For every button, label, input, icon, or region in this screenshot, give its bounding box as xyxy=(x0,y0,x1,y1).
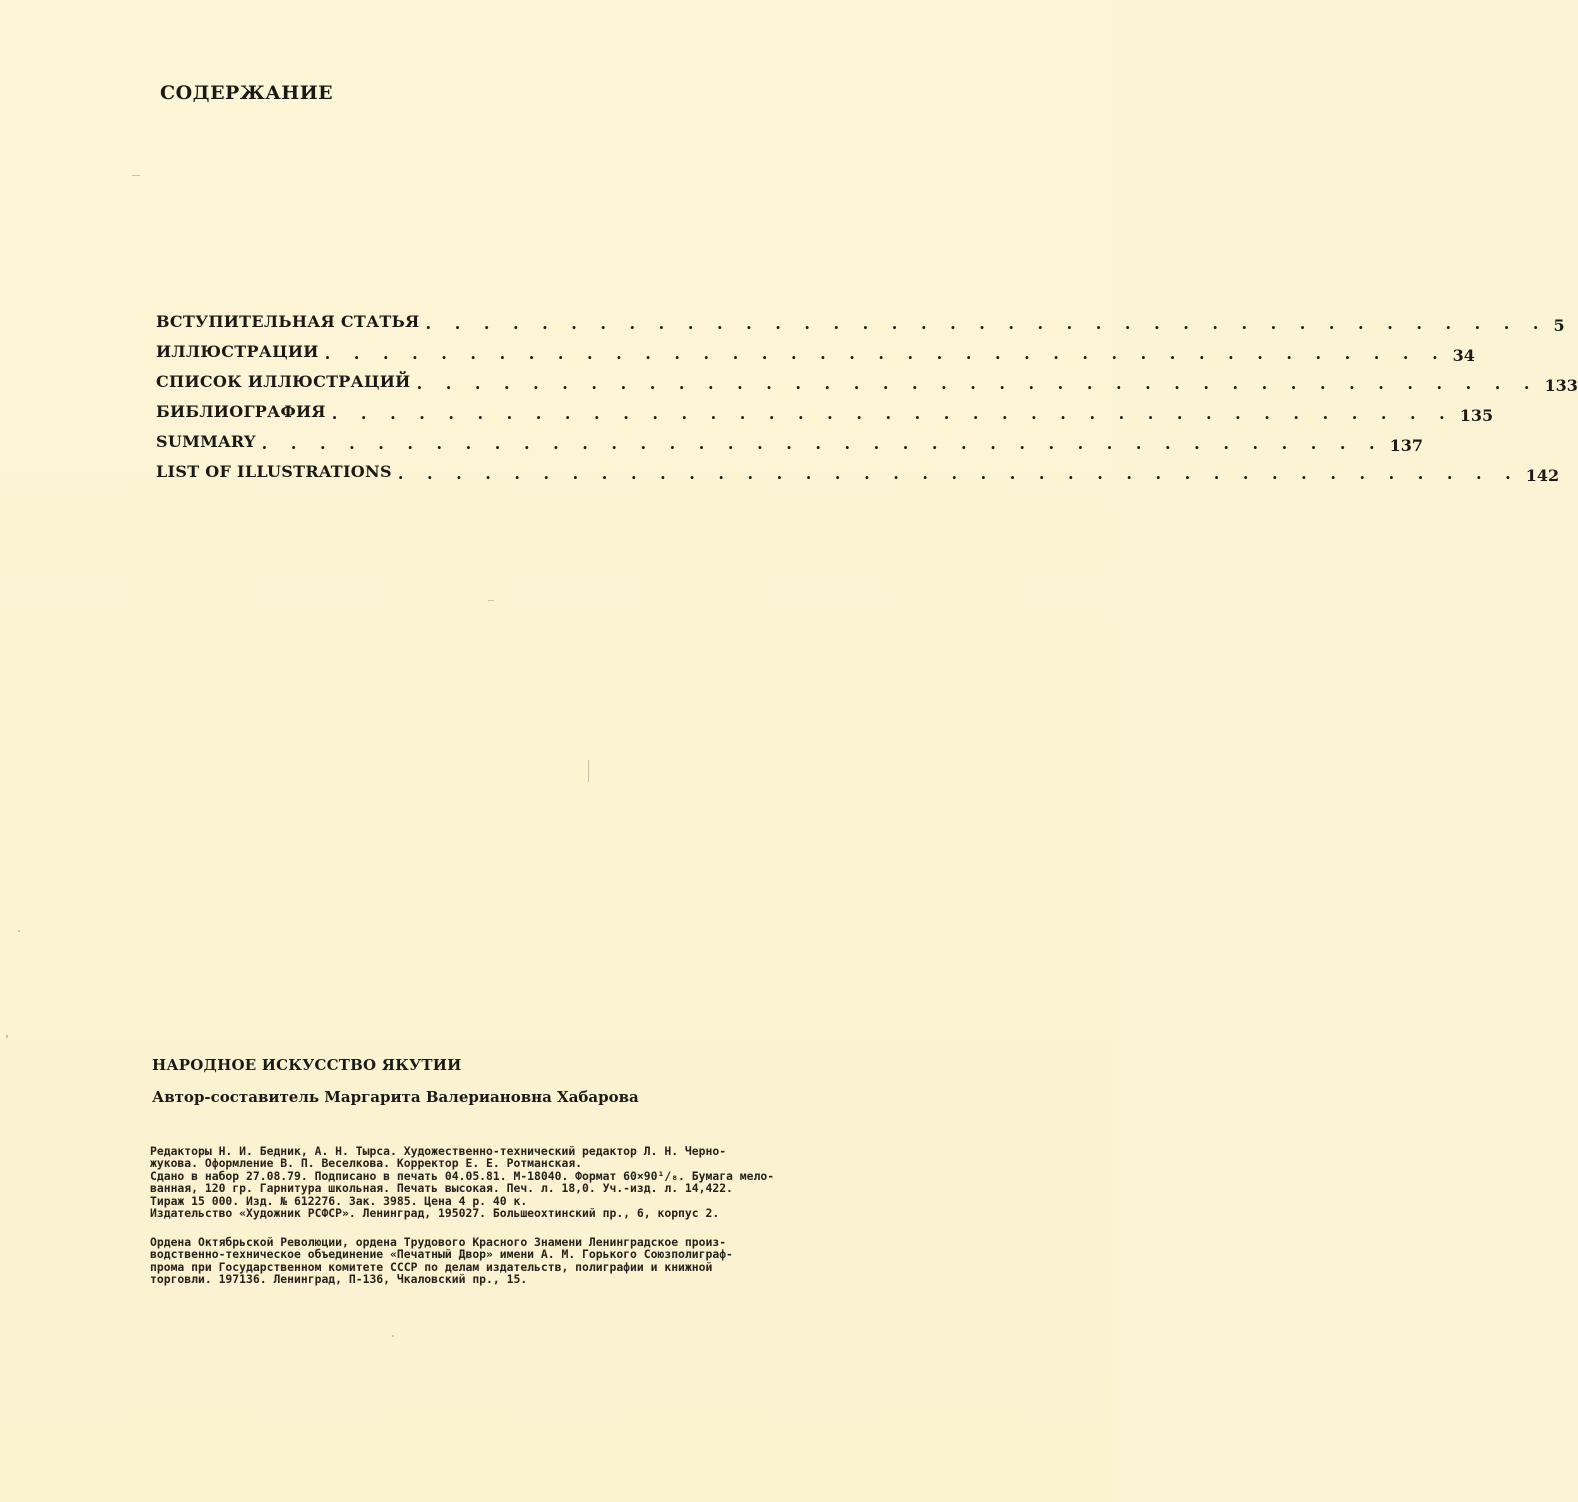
toc-entry-page: 135 xyxy=(1459,406,1494,425)
paper-speck xyxy=(18,930,20,932)
paper-speck xyxy=(6,1035,8,1038)
toc-entry-label: ИЛЛЮСТРАЦИИ xyxy=(156,342,319,361)
toc-entry-label: LIST OF ILLUSTRATIONS xyxy=(156,462,392,481)
toc-entry-label: ВСТУПИТЕЛЬНАЯ СТАТЬЯ xyxy=(156,312,420,331)
paper-speck xyxy=(132,175,140,176)
toc-entry xyxy=(156,312,1565,342)
dot-leader: . . . . . . . . . . . . . . . . . . . . . . . . . . . . . . . . . . . . . . . xyxy=(261,434,1384,453)
contents-heading: СОДЕРЖАНИЕ xyxy=(160,82,334,104)
imprint-line: Издательство «Художник РСФСР». Ленинград, 195027. Большеохтинский пр., 6, корпус 2. xyxy=(150,1206,720,1221)
toc-entry xyxy=(156,372,1578,402)
book-author: Автор-составитель Маргарита Валериановна Хабарова xyxy=(152,1088,639,1106)
dot-leader: . . . . . . . . . . . . . . . . . . . . . . . . . . . . . . . . . . . . . . . xyxy=(416,374,1539,393)
toc-entry-page: 34 xyxy=(1452,346,1475,365)
imprint-line: водственно-техническое объединение «Печатный Двор» имени А. М. Горького Союзполиграф- xyxy=(150,1247,733,1262)
imprint-line: жукова. Оформление В. П. Веселкова. Корректор Е. Е. Ротманская. xyxy=(150,1156,583,1171)
paper-speck xyxy=(588,760,589,782)
toc-entry-page: 137 xyxy=(1389,436,1423,455)
toc-entry xyxy=(156,342,1475,372)
dot-leader: . . . . . . . . . . . . . . . . . . . . . . . . . . . . . . . . . . . . . . . xyxy=(397,464,1520,483)
toc-entry-page: 133 xyxy=(1544,376,1578,395)
toc-entry xyxy=(156,432,1423,462)
dot-leader: . . . . . . . . . . . . . . . . . . . . . . . . . . . . . . . . . . . . . . . xyxy=(425,314,1548,333)
dot-leader: . . . . . . . . . . . . . . . . . . . . . . . . . . . . . . . . . . . . . . . xyxy=(331,404,1454,423)
imprint-line: Тираж 15 000. Изд. № 612276. Зак. 3985. Цена 4 р. 40 к. xyxy=(150,1193,528,1208)
toc-entry xyxy=(156,462,1560,492)
paper-speck xyxy=(392,1335,394,1337)
imprint-line: торговли. 197136. Ленинград, П-136, Чкаловский пр., 15. xyxy=(150,1272,528,1287)
book-title: НАРОДНОЕ ИСКУССТВО ЯКУТИИ xyxy=(152,1056,462,1074)
imprint-printer xyxy=(150,1236,836,1286)
toc-entry-page: 5 xyxy=(1553,316,1565,335)
toc-entry xyxy=(156,402,1494,432)
toc-entry-label: БИБЛИОГРАФИЯ xyxy=(156,402,326,421)
imprint-line: Ордена Октябрьской Революции, ордена Трудового Красного Знамени Ленинградское произ- xyxy=(150,1235,727,1249)
toc-entry-page: 142 xyxy=(1525,466,1560,485)
imprint-editorial xyxy=(150,1145,836,1219)
toc-entry-label: СПИСОК ИЛЛЮСТРАЦИЙ xyxy=(156,372,411,391)
imprint-line: прома при Государственном комитете СССР по делам издательств, полиграфии и книжной xyxy=(150,1259,713,1274)
imprint-line: Редакторы Н. И. Бедник, А. Н. Тырса. Художественно-технический редактор Л. Н. Черно- xyxy=(150,1144,727,1158)
dot-leader: . . . . . . . . . . . . . . . . . . . . . . . . . . . . . . . . . . . . . . . xyxy=(324,344,1447,363)
imprint-line: Сдано в набор 27.08.79. Подписано в печать 04.05.81. М-18040. Формат 60×90¹/₈. Бумага мело- xyxy=(150,1168,775,1183)
imprint-line: ванная, 120 гр. Гарнитура школьная. Печать высокая. Печ. л. 18,0. Уч.-изд. л. 14,422. xyxy=(150,1181,733,1196)
toc-entry-label: SUMMARY xyxy=(156,432,256,451)
table-of-contents xyxy=(156,312,1578,492)
paper-speck xyxy=(488,600,494,601)
